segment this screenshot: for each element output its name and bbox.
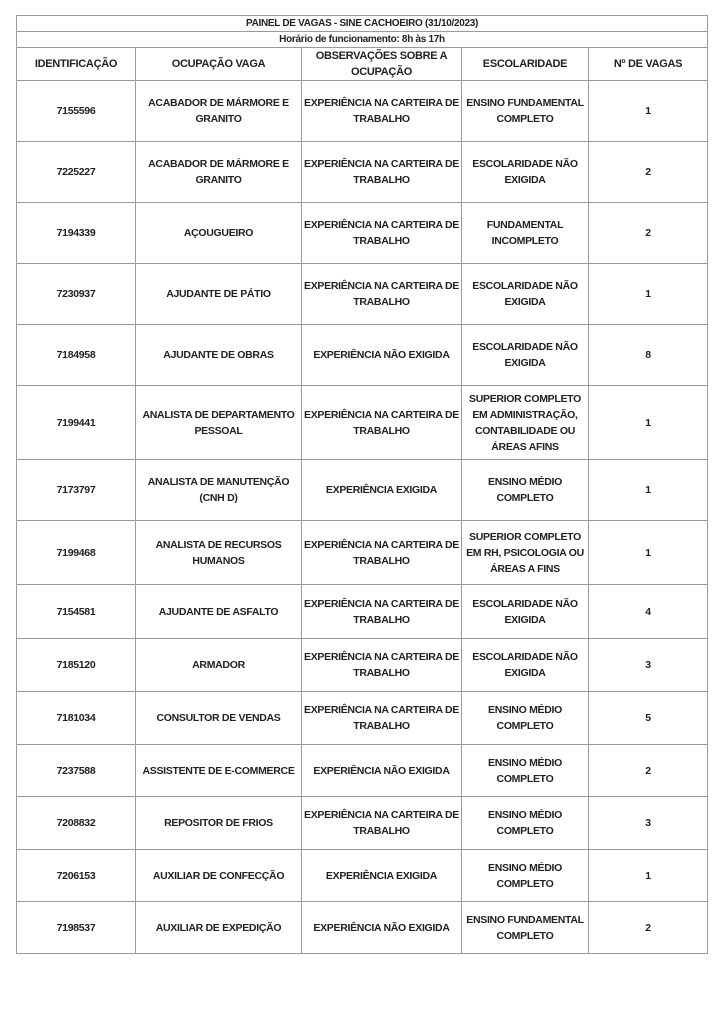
row-education: ESCOLARIDADE NÃO EXIGIDA — [462, 264, 589, 325]
row-id: 7155596 — [17, 81, 136, 142]
row-education: SUPERIOR COMPLETO EM ADMINISTRAÇÃO, CONTABILIDADE OU ÁREAS AFINS — [462, 386, 589, 460]
row-occupation: AJUDANTE DE PÁTIO — [136, 264, 302, 325]
row-observations: EXPERIÊNCIA NA CARTEIRA DE TRABALHO — [302, 81, 462, 142]
row-education: ESCOLARIDADE NÃO EXIGIDA — [462, 639, 589, 692]
table-row — [17, 585, 708, 639]
row-id: 7206153 — [17, 850, 136, 902]
row-education: ENSINO MÉDIO COMPLETO — [462, 797, 589, 850]
opening-hours: Horário de funcionamento: 8h às 17h — [17, 32, 708, 48]
row-observations: EXPERIÊNCIA NA CARTEIRA DE TRABALHO — [302, 386, 462, 460]
row-education: ESCOLARIDADE NÃO EXIGIDA — [462, 325, 589, 386]
row-occupation: AJUDANTE DE OBRAS — [136, 325, 302, 386]
row-occupation: AUXILIAR DE CONFECÇÃO — [136, 850, 302, 902]
row-education: ENSINO FUNDAMENTAL COMPLETO — [462, 81, 589, 142]
row-observations: EXPERIÊNCIA NA CARTEIRA DE TRABALHO — [302, 797, 462, 850]
row-id: 7208832 — [17, 797, 136, 850]
row-vacancies: 1 — [589, 460, 708, 521]
row-occupation: ANALISTA DE RECURSOS HUMANOS — [136, 521, 302, 585]
row-id: 7181034 — [17, 692, 136, 745]
table-row — [17, 745, 708, 797]
table-row — [17, 264, 708, 325]
table-row — [17, 797, 708, 850]
row-vacancies: 1 — [589, 521, 708, 585]
row-vacancies: 2 — [589, 902, 708, 954]
row-vacancies: 5 — [589, 692, 708, 745]
header-id: IDENTIFICAÇÃO — [17, 48, 136, 81]
row-id: 7199441 — [17, 386, 136, 460]
header-observations: OBSERVAÇÕES SOBRE A OCUPAÇÃO — [302, 48, 462, 81]
row-vacancies: 3 — [589, 797, 708, 850]
row-occupation: ARMADOR — [136, 639, 302, 692]
row-education: ENSINO MÉDIO COMPLETO — [462, 460, 589, 521]
row-vacancies: 4 — [589, 585, 708, 639]
table-row — [17, 692, 708, 745]
row-id: 7237588 — [17, 745, 136, 797]
row-observations: EXPERIÊNCIA NA CARTEIRA DE TRABALHO — [302, 585, 462, 639]
row-occupation: ANALISTA DE MANUTENÇÃO (CNH D) — [136, 460, 302, 521]
table-row — [17, 386, 708, 460]
row-occupation: ACABADOR DE MÁRMORE E GRANITO — [136, 142, 302, 203]
row-id: 7230937 — [17, 264, 136, 325]
row-id: 7198537 — [17, 902, 136, 954]
row-vacancies: 2 — [589, 142, 708, 203]
row-id: 7225227 — [17, 142, 136, 203]
row-occupation: CONSULTOR DE VENDAS — [136, 692, 302, 745]
row-education: SUPERIOR COMPLETO EM RH, PSICOLOGIA OU ÁREAS A FINS — [462, 521, 589, 585]
row-observations: EXPERIÊNCIA EXIGIDA — [302, 850, 462, 902]
row-education: FUNDAMENTAL INCOMPLETO — [462, 203, 589, 264]
row-observations: EXPERIÊNCIA NA CARTEIRA DE TRABALHO — [302, 203, 462, 264]
row-vacancies: 1 — [589, 850, 708, 902]
table-row — [17, 460, 708, 521]
row-observations: EXPERIÊNCIA NÃO EXIGIDA — [302, 745, 462, 797]
row-observations: EXPERIÊNCIA NÃO EXIGIDA — [302, 902, 462, 954]
table-row — [17, 203, 708, 264]
row-occupation: REPOSITOR DE FRIOS — [136, 797, 302, 850]
row-occupation: ANALISTA DE DEPARTAMENTO PESSOAL — [136, 386, 302, 460]
header-education: ESCOLARIDADE — [462, 48, 589, 81]
row-occupation: AUXILIAR DE EXPEDIÇÃO — [136, 902, 302, 954]
row-occupation: ASSISTENTE DE E-COMMERCE — [136, 745, 302, 797]
row-id: 7185120 — [17, 639, 136, 692]
header-occupation: OCUPAÇÃO VAGA — [136, 48, 302, 81]
table-row — [17, 142, 708, 203]
row-observations: EXPERIÊNCIA NA CARTEIRA DE TRABALHO — [302, 639, 462, 692]
row-vacancies: 1 — [589, 264, 708, 325]
row-observations: EXPERIÊNCIA NÃO EXIGIDA — [302, 325, 462, 386]
row-education: ENSINO MÉDIO COMPLETO — [462, 745, 589, 797]
row-id: 7194339 — [17, 203, 136, 264]
table-row — [17, 639, 708, 692]
row-education: ENSINO MÉDIO COMPLETO — [462, 692, 589, 745]
header-vacancies: Nº DE VAGAS — [589, 48, 708, 81]
row-id: 7154581 — [17, 585, 136, 639]
row-observations: EXPERIÊNCIA NA CARTEIRA DE TRABALHO — [302, 142, 462, 203]
row-education: ESCOLARIDADE NÃO EXIGIDA — [462, 585, 589, 639]
row-vacancies: 2 — [589, 745, 708, 797]
row-id: 7173797 — [17, 460, 136, 521]
row-occupation: AÇOUGUEIRO — [136, 203, 302, 264]
row-education: ENSINO MÉDIO COMPLETO — [462, 850, 589, 902]
row-observations: EXPERIÊNCIA NA CARTEIRA DE TRABALHO — [302, 692, 462, 745]
table-row — [17, 81, 708, 142]
row-vacancies: 1 — [589, 81, 708, 142]
row-education: ESCOLARIDADE NÃO EXIGIDA — [462, 142, 589, 203]
row-education: ENSINO FUNDAMENTAL COMPLETO — [462, 902, 589, 954]
row-vacancies: 8 — [589, 325, 708, 386]
row-observations: EXPERIÊNCIA EXIGIDA — [302, 460, 462, 521]
row-occupation: ACABADOR DE MÁRMORE E GRANITO — [136, 81, 302, 142]
table-row — [17, 521, 708, 585]
table-row — [17, 850, 708, 902]
row-vacancies: 1 — [589, 386, 708, 460]
table-title: PAINEL DE VAGAS - SINE CACHOEIRO (31/10/2023) — [17, 16, 708, 32]
table-row — [17, 902, 708, 954]
vacancies-table — [16, 15, 708, 954]
row-vacancies: 3 — [589, 639, 708, 692]
row-observations: EXPERIÊNCIA NA CARTEIRA DE TRABALHO — [302, 521, 462, 585]
row-id: 7199468 — [17, 521, 136, 585]
row-id: 7184958 — [17, 325, 136, 386]
table-row — [17, 325, 708, 386]
row-vacancies: 2 — [589, 203, 708, 264]
row-observations: EXPERIÊNCIA NA CARTEIRA DE TRABALHO — [302, 264, 462, 325]
row-occupation: AJUDANTE DE ASFALTO — [136, 585, 302, 639]
